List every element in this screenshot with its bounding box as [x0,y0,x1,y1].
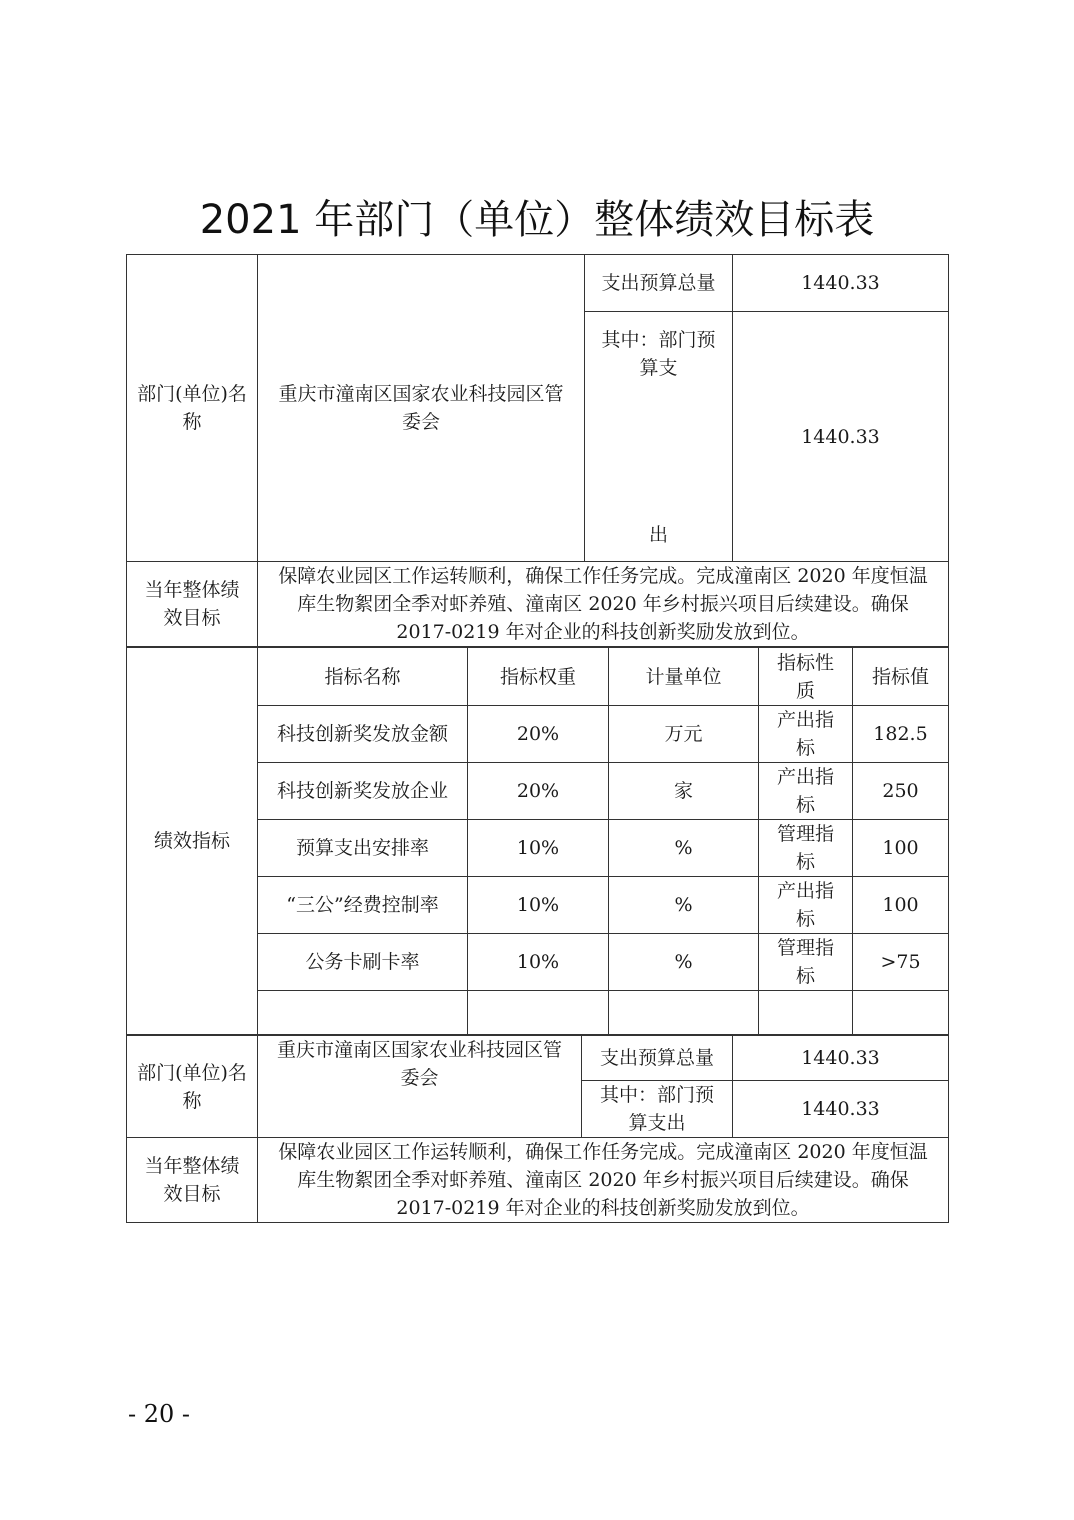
dept-label: 部门(单位)名称 [127,255,258,562]
indicator-unit: % [609,820,759,877]
indicator-name: 科技创新奖发放企业 [258,763,468,820]
indicators-section-label: 绩效指标 [127,648,258,1035]
indicators-table [126,647,949,1035]
indicator-weight: 20% [468,706,609,763]
indicator-weight: 10% [468,934,609,991]
indicator-weight [468,991,609,1035]
indicator-value: >75 [853,934,949,991]
total-budget-label: 支出预算总量 [585,255,733,312]
indicator-weight: 10% [468,820,609,877]
indicator-value: 100 [853,877,949,934]
goal-label: 当年整体绩效目标 [127,562,258,647]
indicator-unit: % [609,934,759,991]
dept-budget-value: 1440.33 [733,312,949,562]
header-type: 指标性质 [759,648,853,706]
dept-label-2: 部门(单位)名称 [127,1036,258,1138]
header-unit: 计量单位 [609,648,759,706]
indicator-type: 产出指标 [759,877,853,934]
indicator-value [853,991,949,1035]
total-budget-value-2: 1440.33 [733,1036,949,1081]
dept-budget-label-top: 其中：部门预算支 [601,329,716,379]
indicator-name [258,991,468,1035]
dept-name: 重庆市潼南区国家农业科技园区管委会 [258,255,585,562]
indicator-name: “三公”经费控制率 [258,877,468,934]
total-budget-label-2: 支出预算总量 [582,1036,733,1081]
dept-budget-value-2: 1440.33 [733,1081,949,1138]
indicator-type: 管理指标 [759,934,853,991]
indicator-unit [609,991,759,1035]
goal-text-2: 保障农业园区工作运转顺利，确保工作任务完成。完成潼南区 2020 年度恒温库生物絮团全季对虾养殖、潼南区 2020 年乡村振兴项目后续建设。确保 2017-0219 年对企业的科技创新奖励发放到位。 [258,1138,949,1223]
dept-name-2: 重庆市潼南区国家农业科技园区管委会 [258,1036,582,1138]
page-number: - 20 - [128,1400,191,1428]
indicator-type: 管理指标 [759,820,853,877]
indicator-unit: 家 [609,763,759,820]
page-title: 2021 年部门（单位）整体绩效目标表 [199,197,875,243]
indicator-weight: 10% [468,877,609,934]
header-value: 指标值 [853,648,949,706]
indicator-unit: 万元 [609,706,759,763]
dept-info-table-2 [126,1035,949,1223]
total-budget-value: 1440.33 [733,255,949,312]
goal-text: 保障农业园区工作运转顺利，确保工作任务完成。完成潼南区 2020 年度恒温库生物絮团全季对虾养殖、潼南区 2020 年乡村振兴项目后续建设。确保 2017-0219 年对企业的科技创新奖励发放到位。 [258,562,949,647]
indicator-weight: 20% [468,763,609,820]
indicator-value: 182.5 [853,706,949,763]
dept-budget-label-bottom: 出 [648,524,668,546]
dept-info-table [126,254,949,647]
indicator-value: 250 [853,763,949,820]
indicator-type [759,991,853,1035]
goal-label-2: 当年整体绩效目标 [127,1138,258,1223]
dept-budget-label-cell [585,312,733,562]
indicator-type: 产出指标 [759,706,853,763]
indicator-name: 预算支出安排率 [258,820,468,877]
indicator-name: 科技创新奖发放金额 [258,706,468,763]
indicator-type: 产出指标 [759,763,853,820]
header-weight: 指标权重 [468,648,609,706]
indicator-name: 公务卡刷卡率 [258,934,468,991]
dept-budget-label-2: 其中：部门预算支出 [582,1081,733,1138]
header-name: 指标名称 [258,648,468,706]
indicator-unit: % [609,877,759,934]
indicator-value: 100 [853,820,949,877]
